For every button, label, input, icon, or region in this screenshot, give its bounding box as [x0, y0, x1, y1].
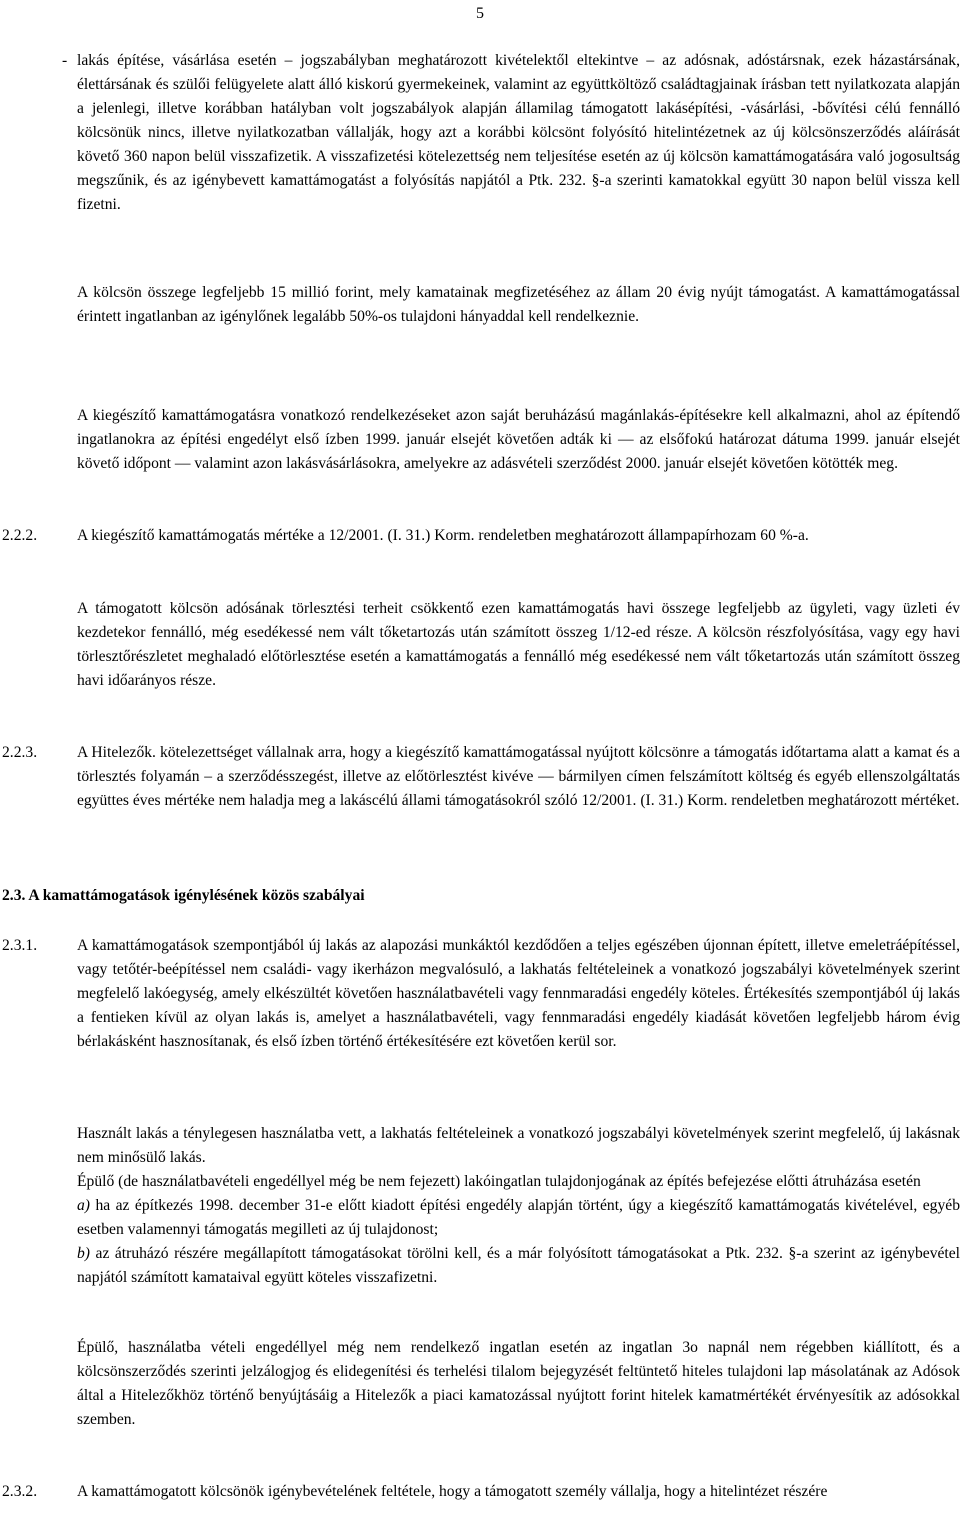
case-a-text: ha az építkezés 1998. december 31-e előtt kiadott építési engedély alapján történt, úgy a kiegészítő kamattámogatás kivételével, egyéb esetben valamennyi támogatás megilleti az új tulajdonost;	[77, 1197, 960, 1238]
section-heading-2-3: 2.3. A kamattámogatások igénylésének közös szabályai	[2, 887, 365, 904]
paragraph-mortgage-registration: Épülő, használatba vételi engedéllyel még nem rendelkező ingatlan esetén az ingatlan 3o napnál nem régebben kiállított, és a kölcsönszerződés szerinti jelzálogjog és elidegenítési és terhelési tilalom bejegyzését feltüntető hiteles tulajdoni lap másolatának az Adósok által a Hitelezőkhöz történő benyújtásáig a Hitelezők a piaci kamatozással nyújtott forint hitelek kamatmértékét érvényesítik az adósokkal szemben.	[77, 1339, 960, 1428]
page-number: 5	[476, 5, 484, 22]
paragraph-under-construction-intro: Épülő (de használatbavételi engedéllyel még be nem fejezett) lakóingatlan tulajdonjogának az építés befejezése előtti átruházása esetén	[77, 1173, 921, 1190]
section-2-2-3-text: A Hitelezők. kötelezettséget vállalnak arra, hogy a kiegészítő kamattámogatással nyújtott kölcsönre a támogatás időtartama alatt a kamat és a törlesztés folyamán – a szerződésszegést, illetve az előtörlesztést kivéve — bármilyen címen felszámított költség és egyéb ellenszolgáltatás együttes éves mértéke nem haladja meg a lakáscélú állami támogatásokról szóló 12/2001. (I. 31.) Korm. rendeletben meghatározott mértéket.	[77, 744, 960, 809]
paragraph-case-b	[77, 1242, 960, 1290]
section-number-2-3-2: 2.3.2.	[2, 1483, 38, 1500]
case-a-label: a)	[77, 1197, 90, 1214]
section-2-3-1-text: A kamattámogatások szempontjából új lakás az alapozási munkáktól kezdődően a teljes egészében újonnan épített, illetve emeletráépítéssel, vagy tetőtér-beépítéssel nem családi- vagy ikerházon megvalósuló, a lakhatás feltételeinek a vonatkozó jogszabályi követelmények szerint megfelelő lakóegység, amely elkészültét követően használatbavételi vagy fennmaradási engedély köteles. Értékesítés szempontjából új lakás a fentieken kívül az olyan lakás is, amelyet a használatbavételi, vagy fennmaradási engedély kiadását követően legfeljebb három évig bérlakásként hasznosítanak, és első ízben történő értékesítésére ezt követően kerül sor.	[77, 937, 960, 1050]
section-number-2-2-3: 2.2.3.	[2, 744, 38, 761]
paragraph-loan-amount: A kölcsön összege legfeljebb 15 millió forint, mely kamatainak megfizetéséhez az állam 20 évig nyújt támogatást. A kamattámogatással érintett ingatlanban az igénylőnek legalább 50%-os tulajdoni hányaddal kell rendelkeznie.	[77, 284, 960, 325]
paragraph-subsidy-amount: A támogatott kölcsön adósának törlesztési terheit csökkentő ezen kamattámogatás havi összege legfeljebb az ügyleti, vagy üzleti év kezdetekor fennálló, még esedékessé nem vált tőketartozás után számított összeg 1/12-ed része. A kölcsön részfolyósítása, vagy egy havi törlesztőrészletet meghaladó előtörlesztése esetén a kamattámogatás a fennálló még esedékessé nem vált tőketartozás után számított összeg havi időarányos része.	[77, 600, 960, 689]
section-number-2-2-2: 2.2.2.	[2, 527, 38, 544]
case-b-text: az átruházó részére megállapított támogatásokat törölni kell, és a már folyósított támogatásokat a Ptk. 232. §-a szerint az igénybevétel napjától számított kamataival együtt köteles visszafizetni.	[77, 1245, 960, 1286]
section-number-2-3-1: 2.3.1.	[2, 937, 38, 954]
case-b-label: b)	[77, 1245, 90, 1262]
section-2-2-2-text: A kiegészítő kamattámogatás mértéke a 12/2001. (I. 31.) Korm. rendeletben meghatározott állampapírhozam 60 %-a.	[77, 527, 809, 544]
section-2-3-2-text: A kamattámogatott kölcsönök igénybevételének feltétele, hogy a támogatott személy vállalja, hogy a hitelintézet részére	[77, 1483, 828, 1500]
paragraph-under-construction	[77, 1170, 960, 1290]
list-dash: -	[62, 52, 68, 69]
paragraph-supplementary-subsidy: A kiegészítő kamattámogatásra vonatkozó rendelkezéseket azon saját beruházású magánlakás-építésekre kell alkalmazni, ahol az építendő ingatlanokra az építési engedélyt első ízben 1999. január elsejét követően adták ki — az elsőfokú határozat dátuma 1999. január elsejét követő időpont — valamint azon lakásvásárlásokra, amelyekre az adásvételi szerződést 2000. január elsejét követően kötötték meg.	[77, 407, 960, 472]
paragraph-case-a	[77, 1194, 960, 1242]
paragraph-used-flat: Használt lakás a ténylegesen használatba vett, a lakhatás feltételeinek a vonatkozó jogszabályi követelmények szerint megfelelő, új lakásnak nem minősülő lakás.	[77, 1125, 960, 1166]
dash-list-item: lakás építése, vásárlása esetén – jogszabályban meghatározott kivételektől eltekintve – az adósnak, adóstársnak, ezek házastársának, élettársának és szülői felügyelete alatt álló kiskorú gyermekeinek, valamint az együttköltöző családtagjainak írásban tett nyilatkozata alapján a jelenlegi, illetve korábban hatályban volt jogszabályok alapján államilag támogatott lakásépítési, -vásárlási, -bővítési célú fennálló kölcsönük nincs, illetve nyilatkozatban vállalják, hogy azt a korábbi kölcsönt folyósító hitelintézetnek az új kölcsönszerződés aláírását követő 360 napon belül visszafizetik. A visszafizetési kötelezettség nem teljesítése esetén az új kölcsön kamattámogatására való jogosultság megszűnik, és az igénybevett kamattámogatást a folyósítás napjától a Ptk. 232. §-a szerinti kamatokkal együtt 30 napon belül vissza kell fizetni.	[77, 52, 960, 213]
